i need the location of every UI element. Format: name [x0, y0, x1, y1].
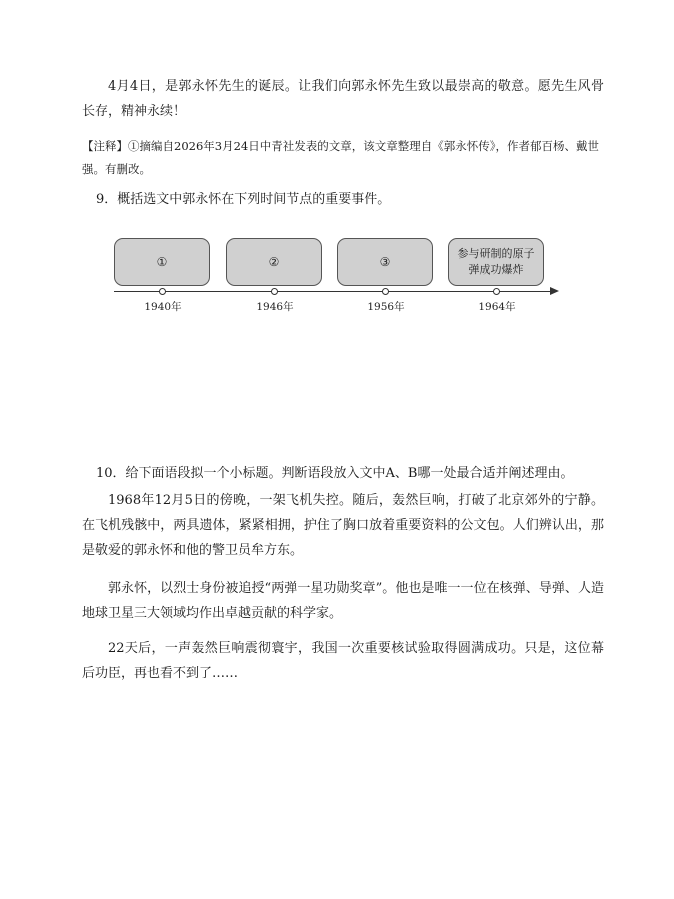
- timeline-dot-2: [271, 288, 278, 295]
- timeline-year-1: 1940年: [144, 301, 182, 313]
- question-9: 9．概括选文中郭永怀在下列时间节点的重要事件。: [96, 192, 391, 207]
- timeline-year-2: 1946年: [256, 301, 294, 313]
- timeline-box-2-label: ②: [268, 255, 280, 269]
- timeline-box-3-label: ③: [379, 255, 391, 269]
- passage-closing: 4月4日，是郭永怀先生的诞辰。让我们向郭永怀先生致以最崇高的敬意。愿先生风骨长存，精神永续！: [82, 79, 604, 119]
- timeline-dot-1: [159, 288, 166, 295]
- question-10: 10．给下面语段拟一个小标题。判断语段放入文中A、B哪一处最合适并阐述理由。: [96, 466, 574, 481]
- timeline-box-4-label: 参与研制的原子弹成功爆炸: [457, 247, 535, 276]
- timeline-box-2: [226, 238, 322, 286]
- timeline-box-4: [448, 238, 544, 286]
- timeline-dot-3: [382, 288, 389, 295]
- timeline-diagram: [100, 232, 570, 322]
- timeline-arrow-icon: [550, 287, 559, 295]
- timeline-year-3: 1956年: [367, 301, 405, 313]
- question-10-paragraph-2: 郭永怀，以烈士身份被追授“两弹一星功勋奖章”。他也是唯一一位在核弹、导弹、人造地球卫星三大领域均作出卓越贡献的科学家。: [82, 581, 604, 621]
- timeline-box-3: [337, 238, 433, 286]
- timeline-axis: [114, 291, 554, 292]
- question-10-paragraph-3: 22天后，一声轰然巨响震彻寰宇，我国一次重要核试验取得圆满成功。只是，这位幕后功臣，再也看不到了……: [82, 641, 604, 681]
- timeline-box-1: [114, 238, 210, 286]
- timeline-box-1-label: ①: [156, 255, 168, 269]
- timeline-dot-4: [493, 288, 500, 295]
- footnote: 【注释】①摘编自2026年3月24日中青社发表的文章，该文章整理自《郭永怀传》，作者郁百杨、戴世强。有删改。: [82, 139, 599, 176]
- timeline-year-4: 1964年: [478, 301, 516, 313]
- question-10-paragraph-1: 1968年12月5日的傍晚，一架飞机失控。随后，轰然巨响，打破了北京郊外的宁静。在飞机残骸中，两具遗体，紧紧相拥，护住了胸口放着重要资料的公文包。人们辨认出，那是敬爱的郭永怀和他的警卫员牟方东。: [82, 493, 604, 558]
